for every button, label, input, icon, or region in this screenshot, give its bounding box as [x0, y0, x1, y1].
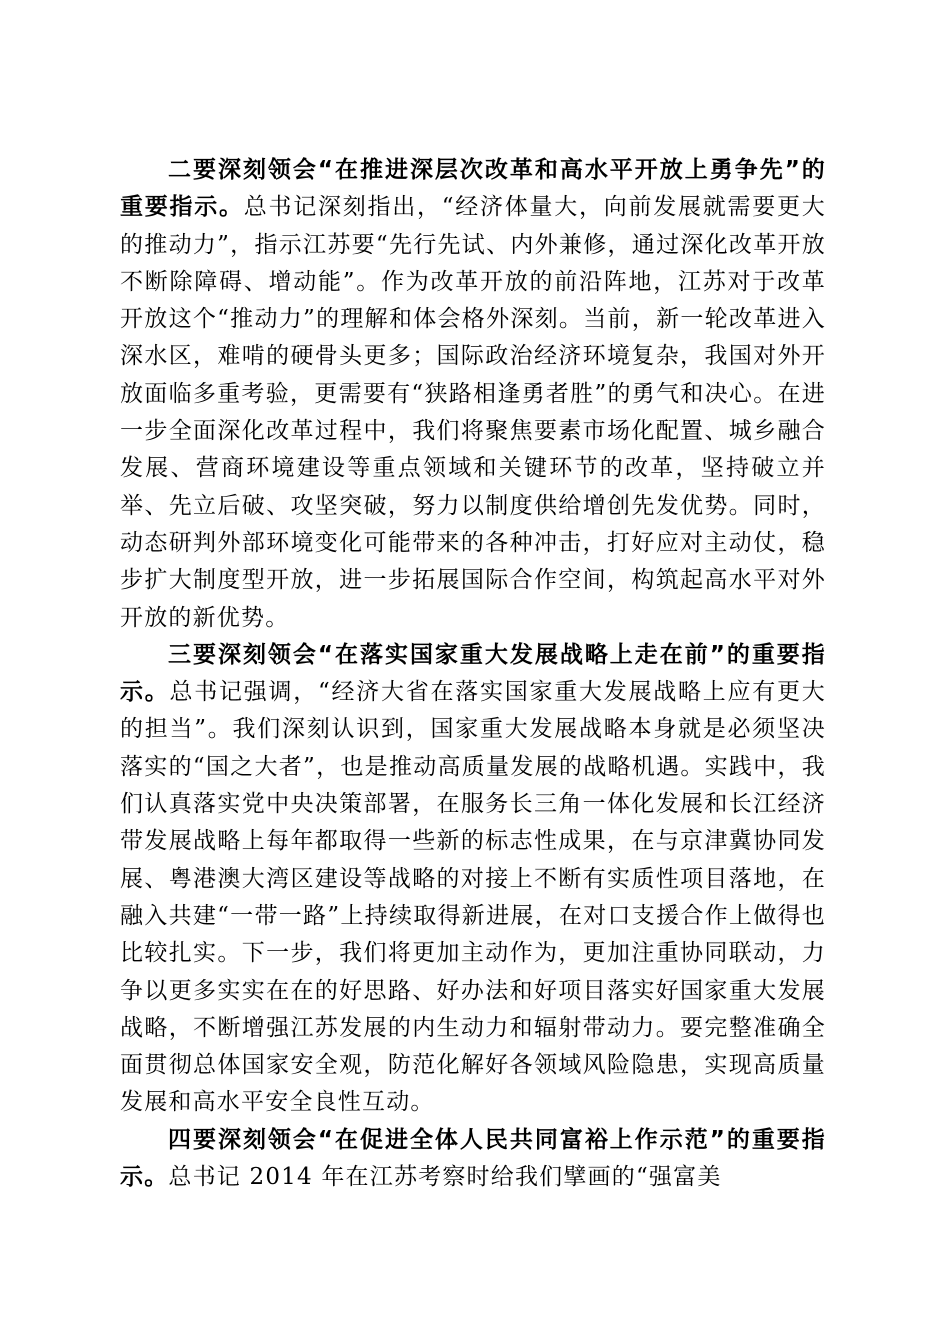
paragraph-lead: 三要深刻领会“在落实国家重大发展战略上走在前”的重要指示。	[120, 641, 826, 706]
paragraph-lead: 二要深刻领会“在推进深层次改革和高水平开放上勇争先”的重要指示。	[120, 157, 826, 221]
paragraph-lead: 四要深刻领会“在促进全体人民共同富裕上作示范”的重要指示。	[120, 1126, 826, 1191]
paragraph-text: 总书记深刻指出，“经济体量大，向前发展就需要更大的推动力”，指示江苏要“先行先试、内外兼修，通过深化改革开放不断除障碍、增动能”。作为改革开放的前沿阵地，江苏对于改革开放这个“推动力”的理解和体会格外深刻。当前，新一轮改革进入深水区，难啃的硬骨头更多；国际政治经济环境复杂，我国对外开放面临多重考验，更需要有“狭路相逢勇者胜”的勇气和决心。在进一步全面深化改革过程中，我们将聚焦要素市场化配置、城乡融合发展、营商环境建设等重点领域和关键环节的改革，坚持破立并举、先立后破、攻坚突破，努力以制度供给增创先发优势。同时，动态研判外部环境变化可能带来的各种冲击，打好应对主动仗，稳步扩大制度型开放，进一步拓展国际合作空间，构筑起高水平对外开放的新优势。	[120, 194, 827, 631]
paragraph-text: 总书记强调，“经济大省在落实国家重大发展战略上应有更大的担当”。我们深刻认识到，国家重大发展战略本身就是必须坚决落实的“国之大者”，也是推动高质量发展的战略机遇。实践中，我们认真落实党中央决策部署，在服务长三角一体化发展和长江经济带发展战略上每年都取得一些新的标志性成果，在与京津冀协同发展、粤港澳大湾区建设等战略的对接上不断有实质性项目落地，在融入共建“一带一路”上持续取得新进展，在对口支援合作上做得也比较扎实。下一步，我们将更加主动作为，更加注重协同联动，力争以更多实实在在的好思路、好办法和好项目落实好国家重大发展战略，不断增强江苏发展的内生动力和辐射带动力。要完整准确全面贯彻总体国家安全观，防范化解好各领域风险隐患，实现高质量发展和高水平安全良性互动。	[120, 679, 826, 1116]
document-body	[120, 152, 826, 1196]
paragraph-2	[120, 152, 826, 637]
paragraph-4	[120, 1122, 826, 1197]
paragraph-text: 总书记 2014 年在江苏考察时给我们擘画的“强富美	[168, 1164, 722, 1191]
paragraph-3	[120, 637, 826, 1122]
